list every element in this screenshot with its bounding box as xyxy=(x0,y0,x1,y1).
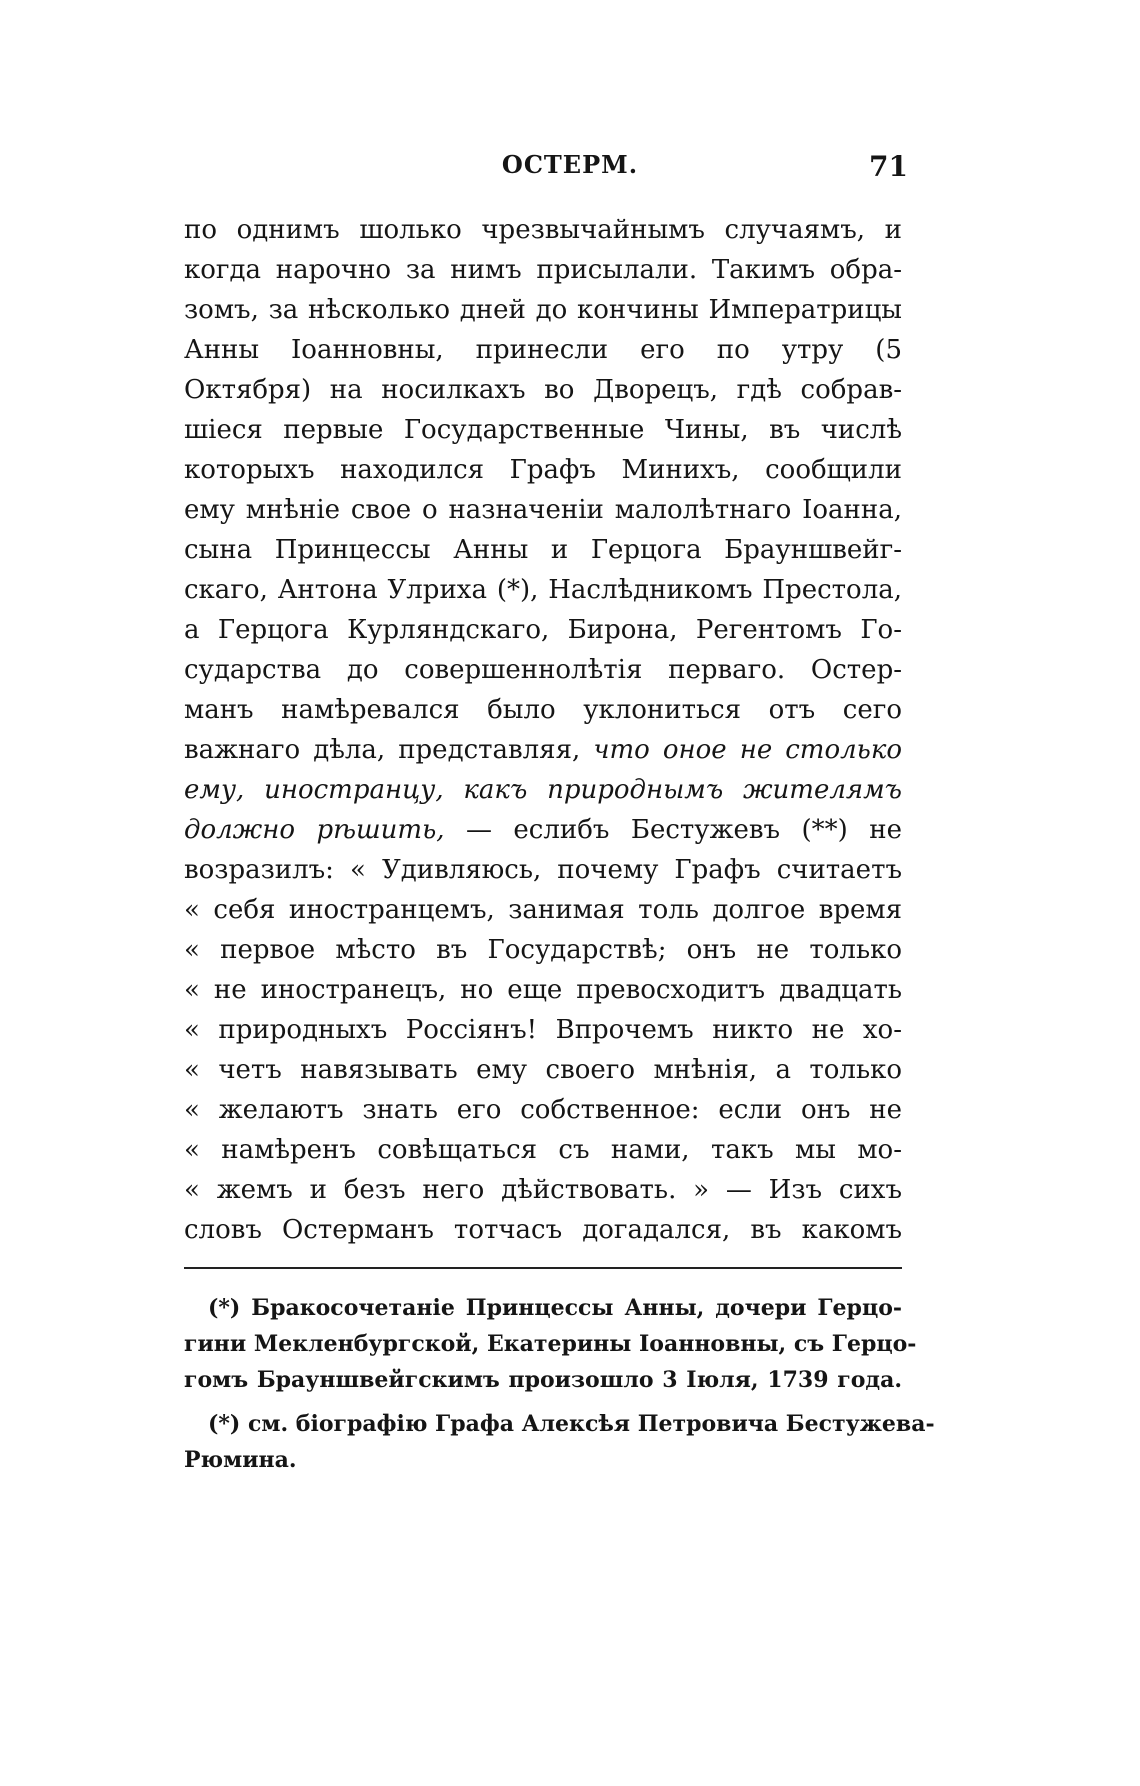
text-line: « жемъ и безъ него дѣйствовать. » — Изъ сихъ xyxy=(184,1175,902,1205)
text-line: шіеся первые Государственные Чины, въ числѣ xyxy=(184,415,902,445)
text-line: зомъ, за нѣсколько дней до кончины Императрицы xyxy=(184,295,902,325)
text-line: возразилъ: « Удивляюсь, почему Графъ считаетъ xyxy=(184,855,902,885)
text-line: а Герцога Курляндскаго, Бирона, Регентомъ Го- xyxy=(184,615,902,645)
text-line: « природныхъ Россіянъ! Впрочемъ никто не хо- xyxy=(184,1015,902,1045)
italic-line: ему, иностранцу, какъ природнымъ жителямъ xyxy=(184,775,902,805)
page-header xyxy=(0,150,1140,190)
text-line: « намѣренъ совѣщаться съ нами, такъ мы мо- xyxy=(184,1135,902,1165)
body-text xyxy=(184,210,902,1250)
text-line: « четъ навязывать ему своего мнѣнія, а только xyxy=(184,1055,902,1085)
italic-phrase: что оное не столько xyxy=(593,735,903,765)
text-line: по однимъ шолько чрезвычайнымъ случаямъ, и xyxy=(184,215,902,245)
text-line: когда нарочно за нимъ присылали. Такимъ обра- xyxy=(184,255,902,285)
text-line: « первое мѣсто въ Государствѣ; онъ не только xyxy=(184,935,902,965)
text-line: ему мнѣніе свое о назначеніи малолѣтнаго Іоанна, xyxy=(184,495,902,525)
text-line: сына Принцессы Анны и Герцога Брауншвейг- xyxy=(184,535,902,565)
footnotes xyxy=(184,1290,935,1478)
footnote-1-line: гомъ Брауншвейгскимъ произошло 3 Іюля, 1739 года. xyxy=(184,1367,902,1393)
text-line: словъ Остерманъ тотчасъ догадался, въ какомъ xyxy=(184,1215,902,1245)
footnote-2-line: Рюмина. xyxy=(184,1447,297,1473)
text-line: Октября) на носилкахъ во Дворецъ, гдѣ собрав- xyxy=(184,375,902,405)
text-line: скаго, Антона Улриха (*), Наслѣдникомъ Престола, xyxy=(184,575,902,605)
text-line: « себя иностранцемъ, занимая толь долгое время xyxy=(184,895,902,925)
footnote-2-line: (*) см. біографію Графа Алексѣя Петровича Бестужева- xyxy=(208,1411,935,1437)
text-line: Анны Іоанновны, принесли его по утру (5 xyxy=(184,335,902,365)
text-line: сударства до совершеннолѣтія перваго. Остер- xyxy=(184,655,902,685)
text-line: которыхъ находился Графъ Минихъ, сообщили xyxy=(184,455,902,485)
text-line: манъ намѣревался было уклониться отъ сего xyxy=(184,695,902,725)
text-line: « желаютъ знать его собственное: если онъ не xyxy=(184,1095,902,1125)
text-line-mixed xyxy=(184,730,902,770)
footnote-1-line: (*) Бракосочетаніе Принцессы Анны, дочери Герцо- xyxy=(208,1295,902,1321)
footnote-rule xyxy=(184,1267,902,1269)
footnote-1-line: гини Мекленбургской, Екатерины Іоанновны, съ Герцо- xyxy=(184,1331,917,1357)
italic-phrase: должно рѣшить, xyxy=(184,815,445,845)
running-head: ОСТЕРМ. xyxy=(501,150,639,179)
text-line: « не иностранецъ, но еще превосходитъ двадцать xyxy=(184,975,902,1005)
page-number: 71 xyxy=(869,150,908,183)
text-line-mixed xyxy=(184,810,902,850)
text-segment: — еслибъ Бестужевъ (**) не xyxy=(465,815,902,845)
text-segment: важнаго дѣла, представляя, xyxy=(184,735,581,765)
